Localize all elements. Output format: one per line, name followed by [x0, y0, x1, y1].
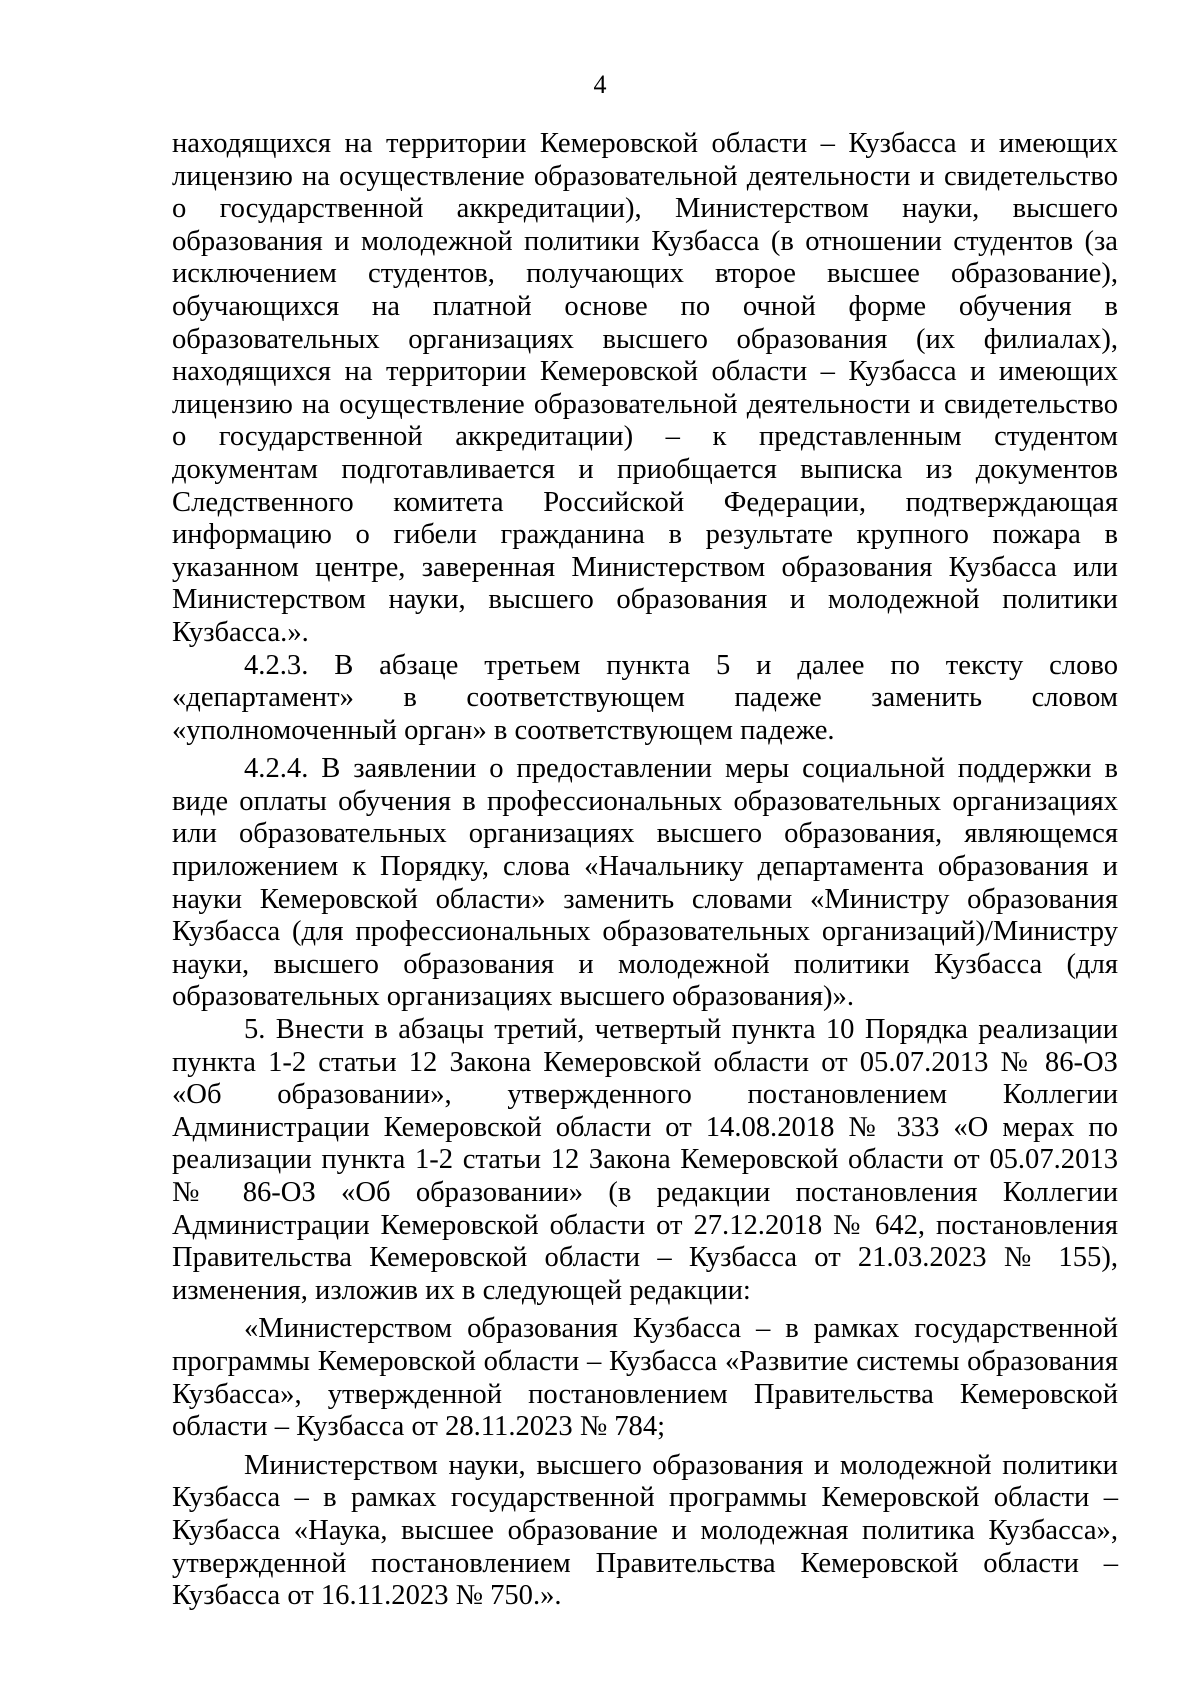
paragraph-4-2-3: 4.2.3. В абзаце третьем пункта 5 и далее по тексту слово «департамент» в соответствующем падеже заменить словом «уполномоченный орган» в соответствующем падеже. [172, 649, 1118, 746]
paragraph-4-2-4: 4.2.4. В заявлении о предоставлении меры социальной поддержки в виде оплаты обучения в профессиональных образовательных организациях или образовательных организациях высшего образования, являющемся приложением к Порядку, слова «Начальнику департамента образования и науки Кемеровской области» заменить словами «Министру образования Кузбасса (для профессиональных образовательных организаций)/Министру науки, высшего образования и молодежной политики Кузбасса (для образовательных организациях высшего образования)». [172, 753, 1118, 1013]
paragraph-quote-ministry-education: «Министерством образования Кузбасса – в рамках государственной программы Кемеровской области – Кузбасса «Развитие системы образования Кузбасса», утвержденной постановлением Правительства Кемеровской области – Кузбасса от 28.11.2023 № 784; [172, 1313, 1118, 1443]
paragraph-quote-ministry-science: Министерством науки, высшего образования и молодежной политики Кузбасса – в рамках государственной программы Кемеровской области – Кузбасса «Наука, высшее образование и молодежная политика Кузбасса», утвержденной постановлением Правительства Кемеровской области – Кузбасса от 16.11.2023 № 750.». [172, 1449, 1118, 1612]
paragraph-continuation: находящихся на территории Кемеровской области – Кузбасса и имеющих лицензию на осуществление образовательной деятельности и свидетельство о государственной аккредитации), Министерством науки, высшего образования и молодежной политики Кузбасса (в отношении студентов (за исключением студентов, получающих второе высшее образование), обучающихся на платной основе по очной форме обучения в образовательных организациях высшего образования (их филиалах), находящихся на территории Кемеровской области – Кузбасса и имеющих лицензию на осуществление образовательной деятельности и свидетельство о государственной аккредитации) – к представленным студентом документам подготавливается и приобщается выписка из документов Следственного комитета Российской Федерации, подтверждающая информацию о гибели гражданина в результате крупного пожара в указанном центре, заверенная Министерством образования Кузбасса или Министерством науки, высшего образования и молодежной политики Кузбасса.». [172, 128, 1118, 648]
document-body [172, 128, 1118, 1613]
paragraph-5: 5. Внести в абзацы третий, четвертый пункта 10 Порядка реализации пункта 1-2 статьи 12 Закона Кемеровской области от 05.07.2013 № 86-ОЗ «Об образовании», утвержденного постановлением Коллегии Администрации Кемеровской области от 14.08.2018 № 333 «О мерах по реализации пункта 1-2 статьи 12 Закона Кемеровской области от 05.07.2013 № 86-ОЗ «Об образовании» (в редакции постановления Коллегии Администрации Кемеровской области от 27.12.2018 № 642, постановления Правительства Кемеровской области – Кузбасса от 21.03.2023 № 155), изменения, изложив их в следующей редакции: [172, 1014, 1118, 1306]
page-number: 4 [593, 70, 607, 99]
